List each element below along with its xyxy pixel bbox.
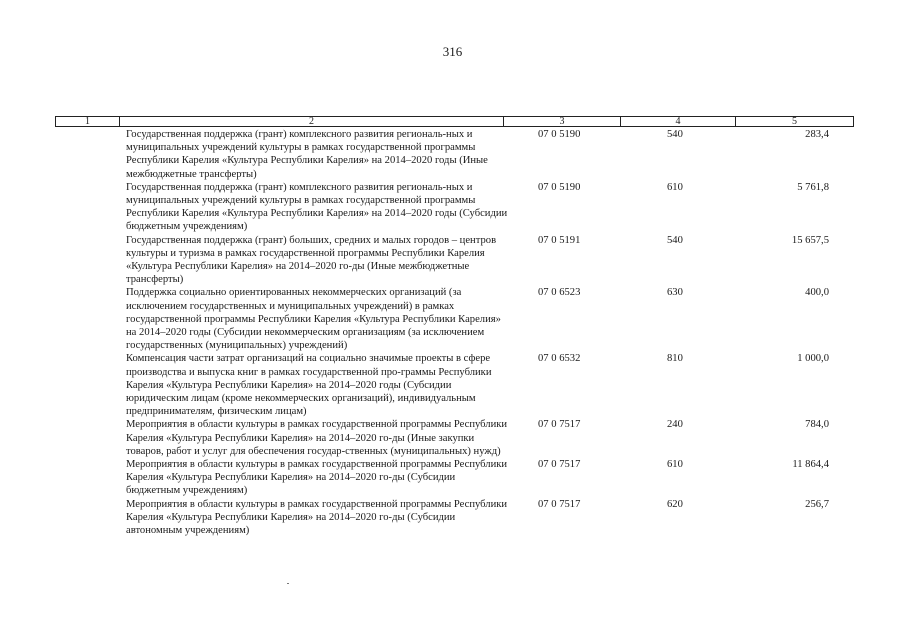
row-code: 07 0 7517 xyxy=(538,498,581,510)
page-number: 316 xyxy=(442,44,463,59)
table-row xyxy=(55,234,854,287)
row-amount: 400,0 xyxy=(805,287,829,299)
table-header xyxy=(55,116,854,127)
row-code: 07 0 6532 xyxy=(538,353,581,365)
row-code: 07 0 6523 xyxy=(538,287,581,299)
row-amount: 256,7 xyxy=(805,498,829,510)
row-amount: 15 657,5 xyxy=(791,234,829,246)
row-amount: 5 761,8 xyxy=(797,181,829,193)
row-description: Мероприятия в области культуры в рамках государственной программы Республики Карелия «Культура Республики Карелия» на 2014–2020 го-ды (Субсидии автономным учреждениям) xyxy=(126,498,508,537)
row-expense-type: 610 xyxy=(667,459,683,471)
row-code: 07 0 7517 xyxy=(538,419,581,431)
row-description: Мероприятия в области культуры в рамках государственной программы Республики Карелия «Культура Республики Карелия» на 2014–2020 го-ды (Субсидии бюджетным учреждениям) xyxy=(126,459,508,497)
row-amount: 11 864,4 xyxy=(792,459,829,471)
row-code: 07 0 5190 xyxy=(538,181,581,193)
table-row xyxy=(55,128,854,181)
row-expense-type: 610 xyxy=(667,181,683,193)
table-row xyxy=(55,458,854,498)
row-expense-type: 620 xyxy=(667,498,683,510)
row-description: Мероприятия в области культуры в рамках государственной программы Республики Карелия «Культура Республики Карелия» на 2014–2020 го-ды (Иные закупки товаров, работ и услуг для обеспечения госудаp-ственных (муниципальных) нужд) xyxy=(126,419,508,457)
row-description: Государственная поддержка (грант) комплексного развития региональ-ных и муниципальных учреждений культуры в рамках государственной программы Республики Карелия «Культура Республики Карелия» на 2014–2020 годы (Иные межбюджетные трансферты) xyxy=(126,129,488,180)
table-row xyxy=(55,286,854,352)
row-expense-type: 240 xyxy=(667,419,683,431)
header-col-1: 1 xyxy=(56,117,120,126)
table-row xyxy=(55,352,854,418)
row-amount: 784,0 xyxy=(805,419,829,431)
header-col-3: 3 xyxy=(504,117,621,126)
row-code: 07 0 5190 xyxy=(538,129,581,140)
row-expense-type: 810 xyxy=(667,353,683,365)
row-expense-type: 540 xyxy=(667,129,683,140)
row-description: Поддержка социально ориентированных некоммерческих организаций (за исключением государственных и муниципальных учреждений) в рамках государственной программы Республики Карелия «Культура Республики Карелия» на 2014–2020 годы (Субсидии некоммерческим организациям (за исключением государственных (муниципальных) учреждений) xyxy=(126,287,501,352)
row-amount: 283,4 xyxy=(805,129,829,140)
table-row xyxy=(55,498,854,538)
table-row xyxy=(55,418,854,458)
row-code: 07 0 7517 xyxy=(538,459,581,471)
row-amount: 1 000,0 xyxy=(797,353,829,365)
row-expense-type: 630 xyxy=(667,287,683,299)
header-col-2: 2 xyxy=(120,117,504,126)
row-description: Компенсация части затрат организаций на социально значимые проекты в сфере производства и выпуска книг в рамках государственной про-граммы Республики Карелия «Культура Республики Карелия» на 2014–2020 годы (Субсидии юридическим лицам (кроме некоммерческих организаций), индивидуальным предпринимателям, физическим лицам) xyxy=(126,353,492,418)
row-expense-type: 540 xyxy=(667,234,683,246)
scan-speck xyxy=(287,583,289,584)
row-description: Государственная поддержка (грант) комплексного развития региональ-ных и муниципальных учреждений культуры в рамках государственной программы Республики Карелия «Культура Республики Карелия» на 2014–2020 годы (Субсидии бюджетным учреждениям) xyxy=(126,181,508,233)
table-body xyxy=(55,128,854,537)
header-col-5: 5 xyxy=(792,116,797,127)
table-row xyxy=(55,181,854,234)
header-col-4: 4 xyxy=(621,117,736,126)
row-description: Государственная поддержка (грант) больших, средних и малых городов – центров культуры и туризма в рамках государственной программы Республики Карелия «Культура Республики Карелия» на 2014–2020 го-ды (Иные межбюджетные трансферты) xyxy=(126,234,497,286)
row-code: 07 0 5191 xyxy=(538,234,581,246)
